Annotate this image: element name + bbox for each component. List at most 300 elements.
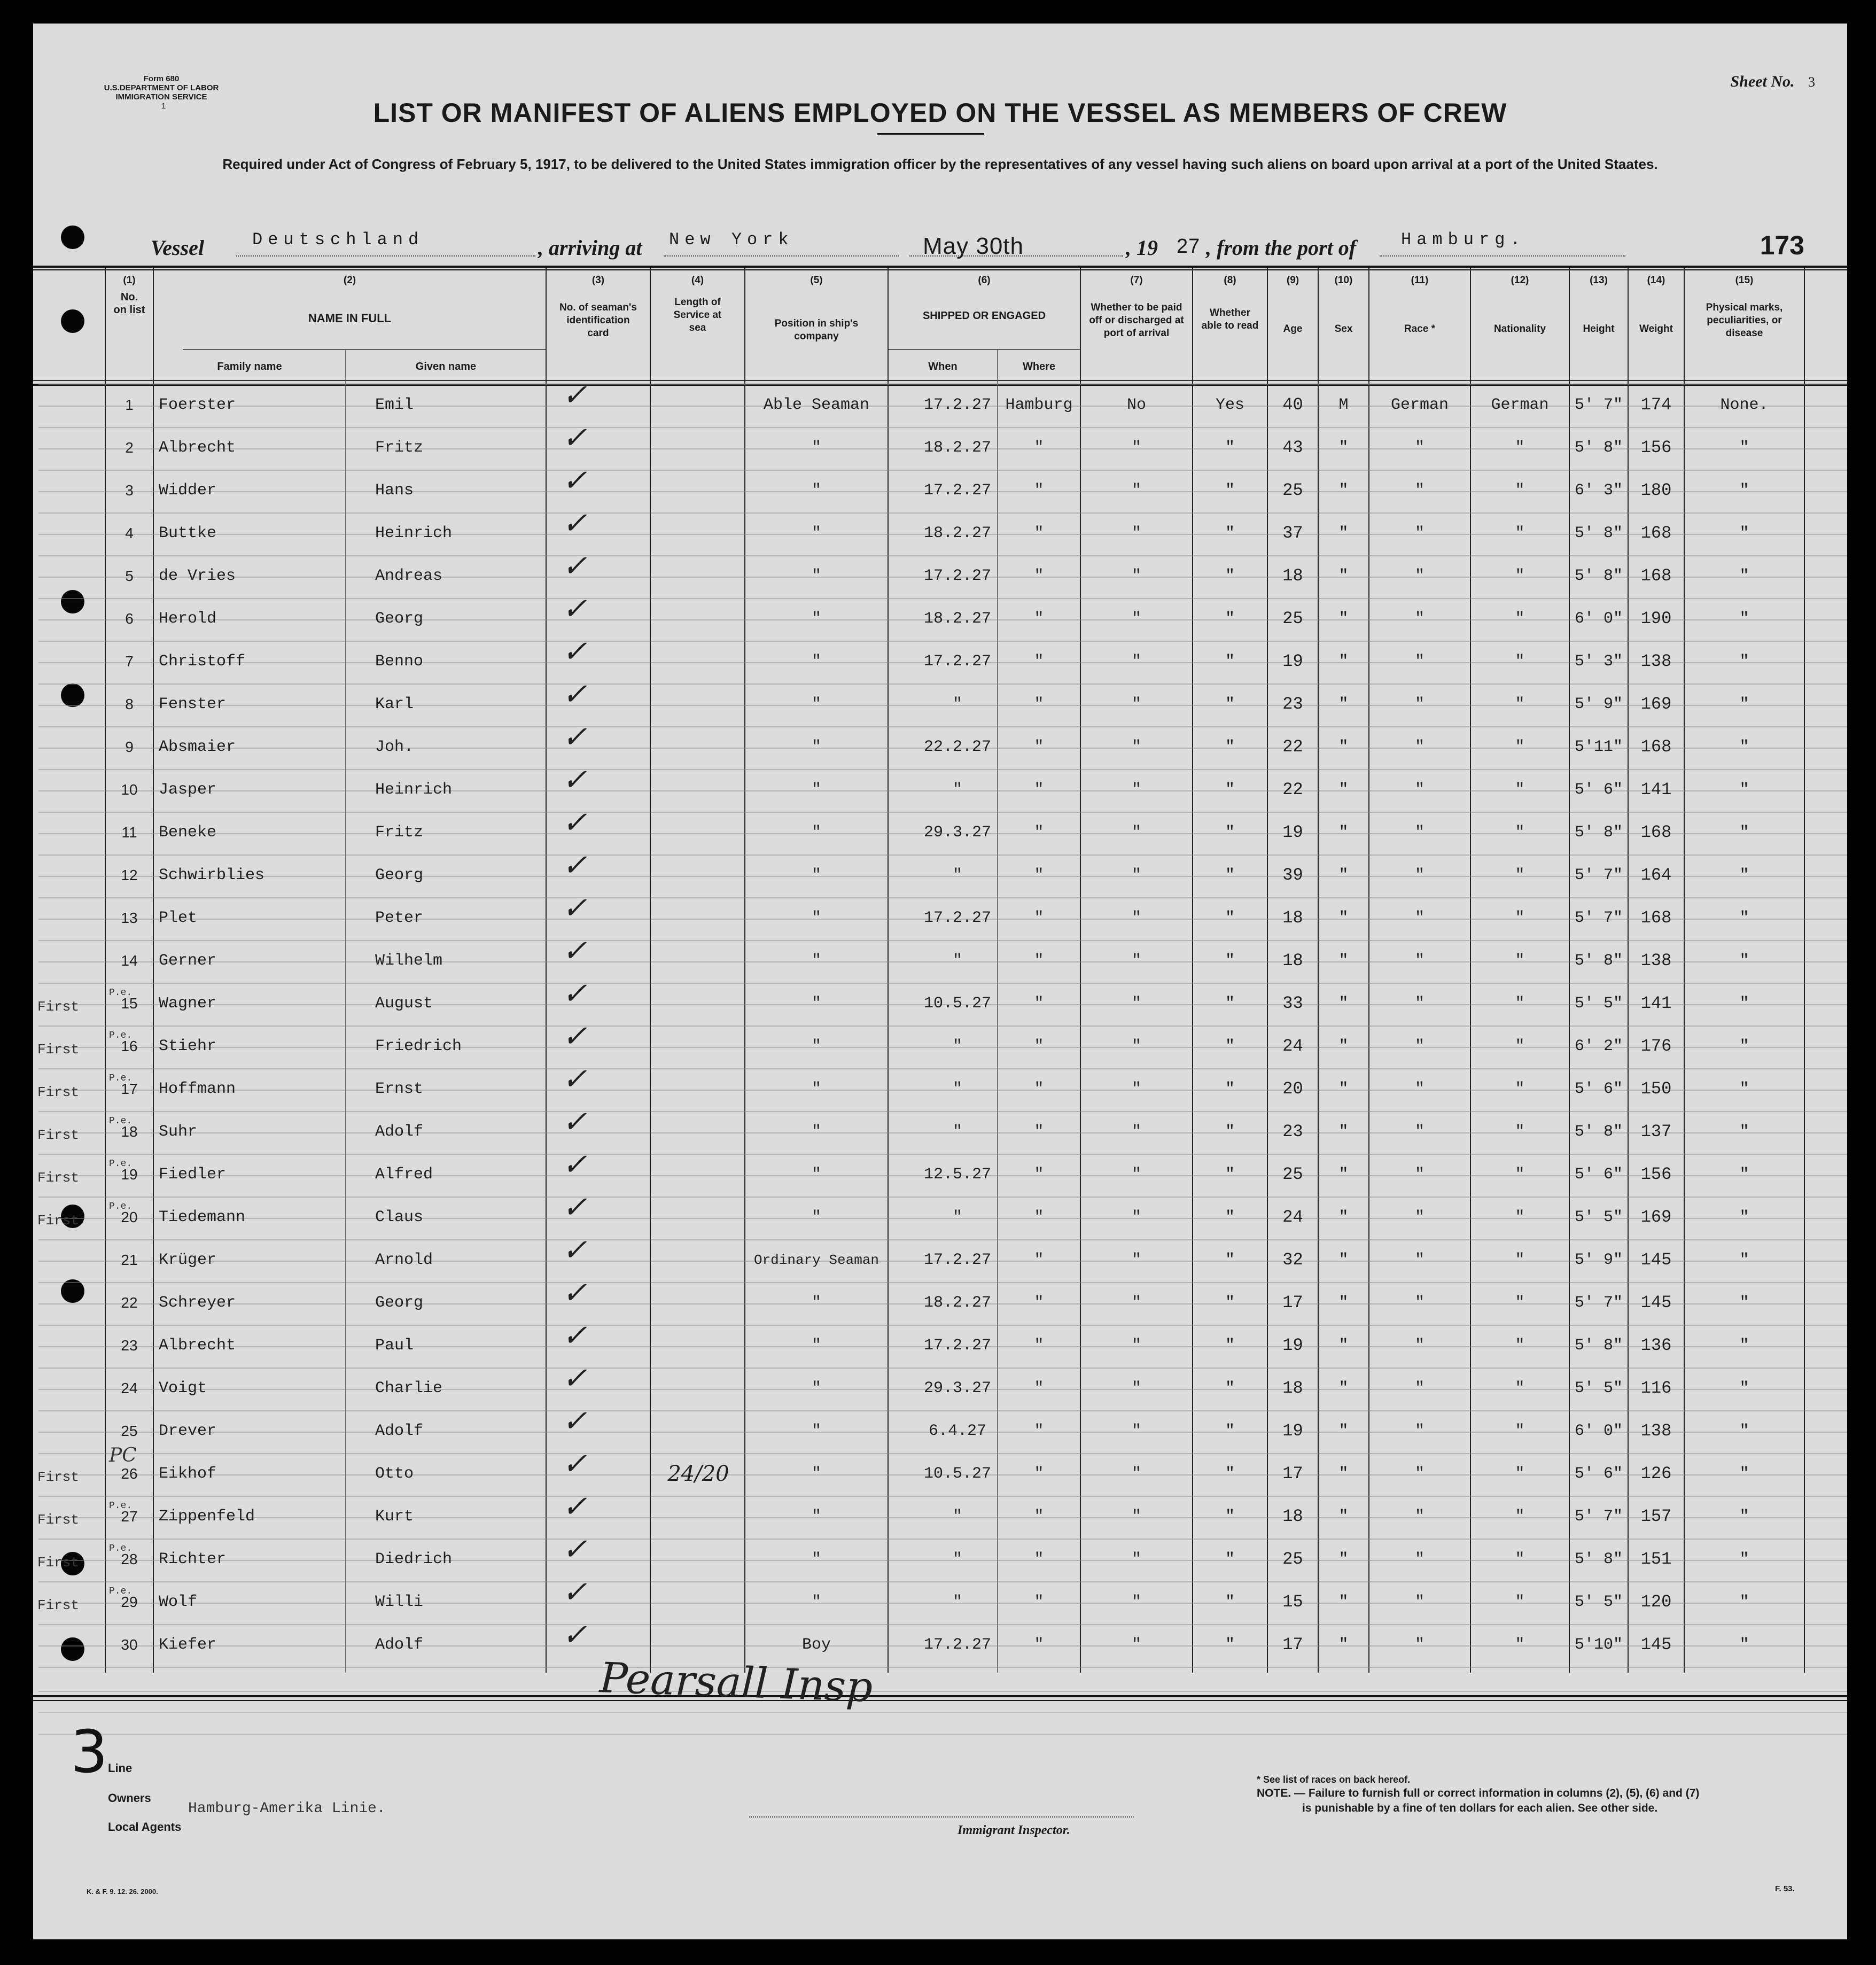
column-header: Sex — [1334, 323, 1353, 335]
cell-position: " — [811, 1166, 821, 1184]
cell-where: " — [1034, 1636, 1044, 1654]
cell-position: Able Seaman — [763, 396, 870, 414]
cell-family: Krüger — [159, 1251, 217, 1269]
cell-no: 2 — [125, 439, 134, 456]
cell-marks: " — [1739, 1251, 1749, 1269]
cell-position: " — [811, 610, 821, 628]
cell-weight: 120 — [1640, 1592, 1672, 1612]
cell-card: ✓ — [562, 805, 587, 840]
cell-height: 5' 7" — [1574, 396, 1623, 414]
cell-position: Ordinary Seaman — [753, 1252, 879, 1268]
cell-height: 5' 8" — [1574, 1550, 1623, 1568]
cell-nationality: " — [1515, 1251, 1525, 1269]
cell-paid: " — [1131, 952, 1141, 970]
cell-no: 13 — [121, 910, 138, 926]
cell-marks: " — [1739, 610, 1749, 628]
cell-paid: " — [1131, 439, 1141, 457]
cell-where: " — [1034, 481, 1044, 500]
cell-race: " — [1414, 866, 1424, 884]
cell-position: " — [811, 781, 821, 799]
cell-sex: " — [1338, 1508, 1349, 1526]
cell-position: " — [811, 1508, 821, 1526]
cell-weight: 168 — [1640, 822, 1672, 842]
cell-sex: " — [1338, 952, 1349, 970]
cell-when: 22.2.27 — [923, 738, 992, 756]
cell-paid: " — [1131, 1080, 1141, 1098]
cell-sex: " — [1338, 1080, 1349, 1098]
list-number: 173 — [1760, 230, 1804, 260]
cell-age: 40 — [1282, 395, 1303, 415]
cell-sex: " — [1338, 567, 1349, 585]
cell-paid: " — [1131, 1508, 1141, 1526]
cell-nationality: " — [1515, 610, 1525, 628]
column-header: No. on list — [113, 291, 145, 316]
cell-weight: 137 — [1640, 1122, 1672, 1141]
cell-where: " — [1034, 866, 1044, 884]
column-header: NAME IN FULL — [308, 312, 392, 325]
cell-race: " — [1414, 952, 1424, 970]
cell-read: " — [1225, 610, 1235, 628]
cell-marks: " — [1739, 1593, 1749, 1611]
column-number: (4) — [691, 275, 704, 286]
cell-nationality: German — [1491, 396, 1549, 414]
cell-read: " — [1225, 439, 1235, 457]
cell-where: Hamburg — [1005, 396, 1073, 414]
cell-marks: None. — [1720, 396, 1769, 414]
inspector-signature: Pearsall Insp — [598, 1654, 874, 1712]
cell-nationality: " — [1515, 1379, 1525, 1397]
cell-read: " — [1225, 1636, 1235, 1654]
cell-when: " — [952, 1550, 962, 1568]
cell-no: 9 — [125, 739, 134, 755]
column-subheader: Where — [1022, 361, 1056, 372]
cell-weight: 168 — [1640, 566, 1672, 586]
cell-family: Eikhof — [159, 1465, 217, 1483]
vessel-label: Vessel — [151, 236, 204, 260]
cell-read: " — [1225, 995, 1235, 1013]
cell-given: Otto — [375, 1465, 414, 1483]
cell-sex: " — [1338, 524, 1349, 542]
cell-given: Arnold — [375, 1251, 433, 1269]
column-header: Physical marks, peculiarities, or disease — [1706, 302, 1783, 339]
cell-no: 12 — [121, 867, 138, 883]
cell-no: 26 — [121, 1465, 138, 1482]
column-number: (8) — [1224, 275, 1236, 286]
cell-when: 10.5.27 — [923, 995, 992, 1013]
inspector-label: Immigrant Inspector. — [958, 1823, 1070, 1837]
cell-card: ✓ — [562, 1575, 587, 1610]
cell-given: Heinrich — [375, 781, 453, 799]
cell-sex: " — [1338, 653, 1349, 671]
cell-marks: " — [1739, 1422, 1749, 1440]
cell-when: 12.5.27 — [923, 1166, 992, 1184]
cell-card: ✓ — [562, 763, 587, 797]
cell-family: Suhr — [159, 1123, 198, 1141]
cell-position: " — [811, 1337, 821, 1355]
column-number: (10) — [1334, 275, 1353, 286]
cell-given: Friedrich — [375, 1037, 462, 1055]
cell-age: 23 — [1282, 694, 1303, 714]
cell-no: 14 — [121, 952, 138, 969]
cell-race: " — [1414, 1636, 1424, 1654]
cell-family: Richter — [159, 1550, 227, 1568]
cell-nationality: " — [1515, 695, 1525, 713]
cell-race: " — [1414, 1080, 1424, 1098]
cell-height: 5' 6" — [1574, 1080, 1623, 1098]
cell-no: 4 — [125, 525, 134, 541]
cell-no: 24 — [121, 1380, 138, 1396]
cell-weight: 136 — [1640, 1335, 1672, 1355]
cell-nationality: " — [1515, 1422, 1525, 1440]
cell-position: " — [811, 1465, 821, 1483]
cell-card: ✓ — [562, 634, 587, 669]
cell-read: " — [1225, 738, 1235, 756]
cell-weight: 151 — [1640, 1549, 1672, 1569]
cell-race: " — [1414, 1379, 1424, 1397]
cell-given: Georg — [375, 866, 424, 884]
cell-position: " — [811, 995, 821, 1013]
cell-sex: " — [1338, 1123, 1349, 1141]
cell-no: 5 — [125, 568, 134, 584]
cell-read: " — [1225, 781, 1235, 799]
cell-nationality: " — [1515, 439, 1525, 457]
page-subtitle: Required under Act of Congress of February 5, 1917, to be delivered to the United States immigration officer by the representatives of any vessel having such aliens on board upon arrival at a port of the United Staates. — [222, 156, 1658, 172]
cell-race: " — [1414, 1208, 1424, 1226]
cell-race: " — [1414, 567, 1424, 585]
cell-height: 6' 2" — [1574, 1037, 1623, 1055]
cell-no: 15 — [121, 995, 138, 1012]
cell-race: " — [1414, 1593, 1424, 1611]
cell-paid: " — [1131, 866, 1141, 884]
cell-age: 15 — [1282, 1592, 1303, 1612]
cell-card: ✓ — [562, 934, 587, 968]
cell-paid: " — [1131, 781, 1141, 799]
cell-sex: " — [1338, 866, 1349, 884]
cell-read: " — [1225, 1550, 1235, 1568]
cell-family: Zippenfeld — [159, 1508, 255, 1526]
cell-first-note: First — [37, 1213, 80, 1229]
cell-read: " — [1225, 1337, 1235, 1355]
cell-family: Voigt — [159, 1379, 207, 1397]
cell-height: 5' 8" — [1574, 524, 1623, 542]
cell-marks: " — [1739, 695, 1749, 713]
cell-where: " — [1034, 738, 1044, 756]
cell-read: " — [1225, 653, 1235, 671]
cell-read: " — [1225, 1166, 1235, 1184]
cell-race: " — [1414, 1508, 1424, 1526]
cell-read: " — [1225, 1123, 1235, 1141]
cell-where: " — [1034, 653, 1044, 671]
cell-height: 5' 8" — [1574, 1337, 1623, 1355]
cell-nationality: " — [1515, 1337, 1525, 1355]
cell-first-note: First — [37, 1469, 80, 1485]
cell-height: 6' 0" — [1574, 610, 1623, 628]
printer-code: K. & F. 9. 12. 26. 2000. — [87, 1888, 158, 1896]
cell-family: Foerster — [159, 396, 236, 414]
cell-family: Christoff — [159, 653, 246, 671]
cell-given: Charlie — [375, 1379, 443, 1397]
cell-marks: " — [1739, 653, 1749, 671]
cell-age: 18 — [1282, 908, 1303, 928]
cell-when: 10.5.27 — [923, 1465, 992, 1483]
cell-when: " — [952, 695, 962, 713]
cell-age: 43 — [1282, 438, 1303, 457]
cell-weight: 164 — [1640, 865, 1672, 885]
cell-position: " — [811, 481, 821, 500]
cell-first-note: First — [37, 1042, 80, 1058]
cell-paid: " — [1131, 1123, 1141, 1141]
cell-marks: " — [1739, 1123, 1749, 1141]
cell-when: 17.2.27 — [923, 1636, 992, 1654]
cell-position: " — [811, 738, 821, 756]
cell-first-note: First — [37, 1512, 80, 1528]
cell-weight: 180 — [1640, 480, 1672, 500]
service: IMMIGRATION SERVICE — [115, 92, 207, 102]
cell-when: 18.2.27 — [923, 610, 992, 628]
cell-paid: No — [1126, 396, 1146, 414]
cell-where: " — [1034, 1465, 1044, 1483]
cell-where: " — [1034, 439, 1044, 457]
cell-where: " — [1034, 781, 1044, 799]
column-header: Height — [1583, 323, 1615, 335]
cell-marks: " — [1739, 1080, 1749, 1098]
column-header: Weight — [1639, 323, 1673, 335]
cell-no: 3 — [125, 482, 134, 499]
column-header: Length of Service at sea — [673, 297, 722, 333]
cell-weight: 169 — [1640, 1207, 1672, 1227]
cell-age: 24 — [1282, 1036, 1303, 1056]
cell-read: " — [1225, 866, 1235, 884]
cell-sex: " — [1338, 1550, 1349, 1568]
cell-when: 17.2.27 — [923, 653, 992, 671]
column-subheader: Given name — [415, 361, 477, 372]
cell-where: " — [1034, 824, 1044, 842]
cell-when: 29.3.27 — [923, 824, 992, 842]
column-subheader: Family name — [217, 361, 282, 372]
cell-height: 5' 7" — [1574, 1294, 1623, 1312]
cell-height: 5' 8" — [1574, 439, 1623, 457]
cell-given: Willi — [375, 1593, 424, 1611]
cell-pe-note: P.e. — [109, 1116, 133, 1127]
cell-race: " — [1414, 524, 1424, 542]
cell-family: Gerner — [159, 952, 217, 970]
cell-nationality: " — [1515, 481, 1525, 500]
cell-paid: " — [1131, 1251, 1141, 1269]
cell-weight: 145 — [1640, 1635, 1672, 1655]
cell-when: " — [952, 1080, 962, 1098]
cell-paid: " — [1131, 1337, 1141, 1355]
cell-position: " — [811, 567, 821, 585]
cell-first-note: First — [37, 1084, 80, 1100]
cell-paid: " — [1131, 524, 1141, 542]
cell-height: 5' 6" — [1574, 1166, 1623, 1184]
cell-age: 25 — [1282, 609, 1303, 628]
cell-card: ✓ — [562, 1019, 587, 1054]
cell-given: Adolf — [375, 1123, 424, 1141]
cell-where: " — [1034, 1037, 1044, 1055]
cell-weight: 141 — [1640, 993, 1672, 1013]
cell-family: Albrecht — [159, 439, 236, 457]
cell-marks: " — [1739, 909, 1749, 927]
cell-no: 23 — [121, 1337, 138, 1354]
cell-card: ✓ — [562, 1105, 587, 1139]
cell-race: " — [1414, 824, 1424, 842]
cell-given: August — [375, 995, 433, 1013]
cell-no: 8 — [125, 696, 134, 712]
cell-height: 5' 8" — [1574, 824, 1623, 842]
cell-age: 19 — [1282, 1335, 1303, 1355]
cell-when: 18.2.27 — [923, 439, 992, 457]
cell-pe-note: P.e. — [109, 1073, 133, 1084]
cell-race: " — [1414, 1337, 1424, 1355]
column-header: No. of seaman's identification card — [559, 302, 637, 339]
column-header: Race * — [1404, 323, 1436, 335]
cell-weight: 168 — [1640, 908, 1672, 928]
cell-paid: " — [1131, 567, 1141, 585]
cell-no: 25 — [121, 1423, 138, 1439]
cell-position: " — [811, 1379, 821, 1397]
column-header: Whether able to read — [1201, 307, 1259, 331]
owners-value: Hamburg-Amerika Linie. — [188, 1800, 386, 1817]
cell-height: 5'10" — [1574, 1636, 1623, 1654]
fine-note-1: NOTE. — Failure to furnish full or correct information in columns (2), (5), (6) and (7) — [1257, 1787, 1700, 1799]
year: 27 — [1177, 235, 1201, 258]
cell-card: ✓ — [562, 1190, 587, 1225]
cell-given: Adolf — [375, 1422, 424, 1440]
cell-no: 17 — [121, 1081, 138, 1097]
cell-card: ✓ — [562, 463, 587, 498]
cell-card: ✓ — [562, 592, 587, 626]
cell-card: ✓ — [562, 1318, 587, 1353]
cell-card: ✓ — [562, 677, 587, 712]
cell-read: " — [1225, 1251, 1235, 1269]
cell-age: 17 — [1282, 1293, 1303, 1312]
cell-race: " — [1414, 610, 1424, 628]
cell-sex: " — [1338, 610, 1349, 628]
cell-where: " — [1034, 1337, 1044, 1355]
form-number: Form 680 — [143, 74, 180, 83]
cell-read: " — [1225, 1593, 1235, 1611]
cell-when: " — [952, 1037, 962, 1055]
cell-age: 25 — [1282, 1164, 1303, 1184]
cell-given: Benno — [375, 653, 424, 671]
cell-given: Georg — [375, 610, 424, 628]
cell-weight: 168 — [1640, 523, 1672, 543]
cell-paid: " — [1131, 738, 1141, 756]
cell-given: Fritz — [375, 439, 424, 457]
cell-nationality: " — [1515, 1037, 1525, 1055]
cell-height: 5' 9" — [1574, 1251, 1623, 1269]
cell-age: 17 — [1282, 1464, 1303, 1484]
cell-race: " — [1414, 995, 1424, 1013]
cell-age: 22 — [1282, 780, 1303, 799]
cell-given: Fritz — [375, 824, 424, 842]
cell-card: ✓ — [562, 891, 587, 926]
cell-card: ✓ — [562, 549, 587, 584]
cell-position: " — [811, 1208, 821, 1226]
cell-age: 19 — [1282, 651, 1303, 671]
cell-when: " — [952, 781, 962, 799]
cell-family: Plet — [159, 909, 198, 927]
cell-age: 24 — [1282, 1207, 1303, 1227]
cell-read: " — [1225, 524, 1235, 542]
cell-age: 19 — [1282, 1421, 1303, 1441]
cell-read: " — [1225, 824, 1235, 842]
cell-height: 5'11" — [1574, 738, 1623, 756]
cell-position: " — [811, 1550, 821, 1568]
cell-nationality: " — [1515, 567, 1525, 585]
cell-sex: " — [1338, 1294, 1349, 1312]
cell-height: 5' 5" — [1574, 995, 1623, 1013]
cell-where: " — [1034, 610, 1044, 628]
cell-pe-note: P.e. — [109, 1501, 133, 1511]
cell-paid: " — [1131, 1550, 1141, 1568]
column-number: (5) — [810, 275, 823, 286]
cell-card: ✓ — [562, 421, 587, 455]
cell-paid: " — [1131, 1166, 1141, 1184]
cell-marks: " — [1739, 1294, 1749, 1312]
cell-no: 11 — [121, 824, 137, 841]
cell-when: 17.2.27 — [923, 396, 992, 414]
cell-family: Hoffmann — [159, 1080, 236, 1098]
cell-height: 6' 0" — [1574, 1422, 1623, 1440]
cell-family: Tiedemann — [159, 1208, 246, 1226]
cell-nationality: " — [1515, 995, 1525, 1013]
cell-paid: " — [1131, 653, 1141, 671]
cell-when: " — [952, 1593, 962, 1611]
cell-race: " — [1414, 1166, 1424, 1184]
column-number: (1) — [123, 275, 136, 286]
cell-marks: " — [1739, 1166, 1749, 1184]
cell-age: 17 — [1282, 1635, 1303, 1655]
cell-position: " — [811, 524, 821, 542]
cell-card: ✓ — [562, 1233, 587, 1268]
column-number: (6) — [978, 275, 991, 286]
cell-read: " — [1225, 909, 1235, 927]
cell-sex: " — [1338, 439, 1349, 457]
cell-nationality: " — [1515, 524, 1525, 542]
arriving-label: , arriving at — [538, 236, 642, 260]
cell-no: 16 — [121, 1038, 138, 1054]
cell-weight: 157 — [1640, 1506, 1672, 1526]
column-number: (13) — [1590, 275, 1608, 286]
cell-when: 6.4.27 — [928, 1422, 987, 1440]
cell-race: " — [1414, 1294, 1424, 1312]
cell-card: ✓ — [562, 1447, 587, 1481]
cell-nationality: " — [1515, 1636, 1525, 1654]
cell-age: 25 — [1282, 1549, 1303, 1569]
cell-no: 21 — [121, 1252, 138, 1268]
cell-nationality: " — [1515, 866, 1525, 884]
cell-nationality: " — [1515, 909, 1525, 927]
cell-age: 18 — [1282, 1378, 1303, 1398]
cell-position: " — [811, 1593, 821, 1611]
cell-age: 20 — [1282, 1079, 1303, 1099]
cell-read: " — [1225, 1379, 1235, 1397]
cell-sex: " — [1338, 1251, 1349, 1269]
cell-given: Kurt — [375, 1508, 414, 1526]
cell-when: 18.2.27 — [923, 524, 992, 542]
cell-given: Diedrich — [375, 1550, 453, 1568]
cell-marks: " — [1739, 1379, 1749, 1397]
cell-paid: " — [1131, 1379, 1141, 1397]
cell-sex: " — [1338, 995, 1349, 1013]
cell-where: " — [1034, 1294, 1044, 1312]
cell-given: Peter — [375, 909, 424, 927]
cell-given: Georg — [375, 1294, 424, 1312]
cell-given: Claus — [375, 1208, 424, 1226]
page-title: LIST OR MANIFEST OF ALIENS EMPLOYED ON THE VESSEL AS MEMBERS OF CREW — [373, 98, 1507, 128]
